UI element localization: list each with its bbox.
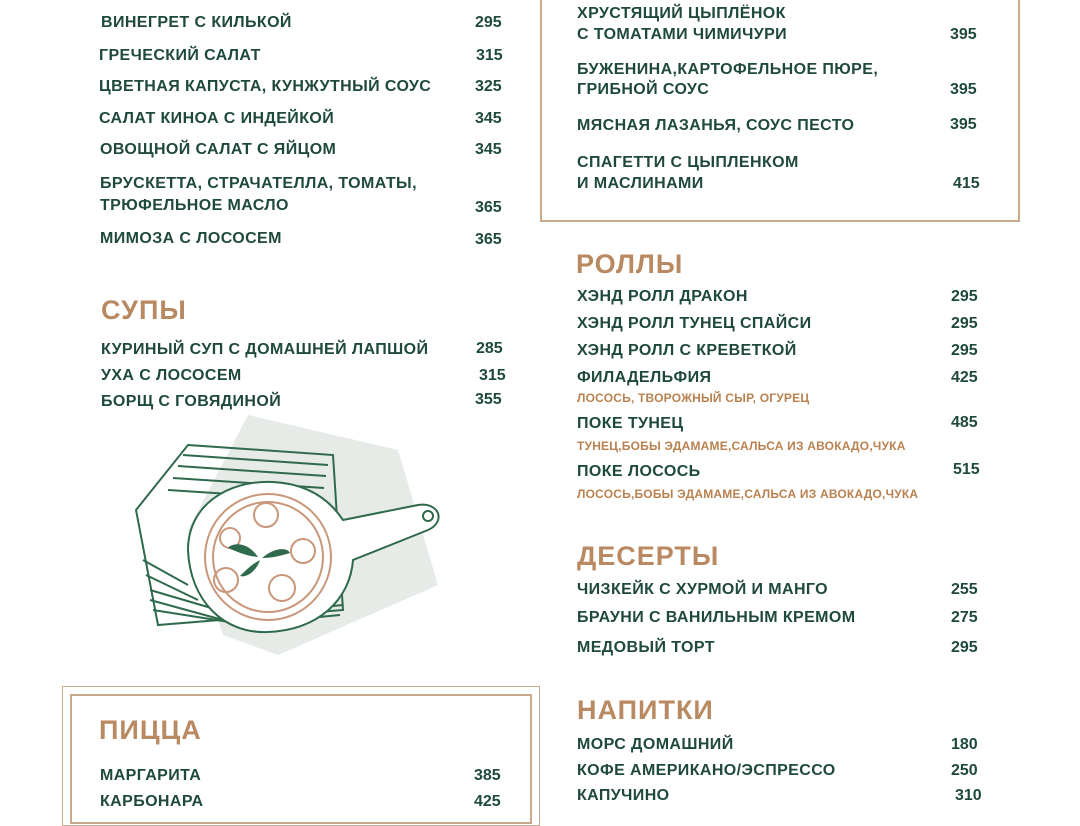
menu-item-name: ПОКЕ ТУНЕЦ (577, 415, 684, 432)
section-title: ДЕСЕРТЫ (577, 541, 720, 571)
menu-item-name: ФИЛАДЕЛЬФИЯ (577, 369, 712, 386)
menu-item-description: ЛОСОСЬ, ТВОРОЖНЫЙ СЫР, ОГУРЕЦ (577, 391, 810, 405)
menu-item-name: УХА С ЛОСОСЕМ (101, 367, 242, 384)
section-title: ПИЦЦА (99, 715, 202, 745)
menu-item-price: 295 (951, 639, 978, 656)
section-title: НАПИТКИ (577, 695, 714, 725)
menu-item-name: СПАГЕТТИ С ЦЫПЛЕНКОМ (577, 154, 799, 171)
menu-item-description: ТУНЕЦ,БОБЫ ЭДАМАМЕ,САЛЬСА ИЗ АВОКАДО,ЧУКА (577, 439, 906, 453)
menu-item-name: КУРИНЫЙ СУП С ДОМАШНЕЙ ЛАПШОЙ (101, 341, 429, 358)
menu-item-price: 180 (951, 736, 978, 753)
menu-item-price: 345 (475, 110, 502, 127)
menu-item-price: 250 (951, 762, 978, 779)
pizza-board-icon (128, 410, 458, 660)
menu-item-price: 310 (955, 787, 982, 804)
menu-item-price: 385 (474, 767, 501, 784)
menu-item-price: 295 (951, 315, 978, 332)
menu-item-name: ВИНЕГРЕТ С КИЛЬКОЙ (101, 14, 292, 31)
menu-item-name: ГРИБНОЙ СОУС (577, 81, 710, 98)
menu-item-price: 395 (950, 81, 977, 98)
menu-item-price: 255 (951, 581, 978, 598)
menu-item-name: САЛАТ КИНОА С ИНДЕЙКОЙ (99, 110, 335, 127)
section-title: РОЛЛЫ (576, 249, 684, 279)
menu-item-price: 515 (953, 461, 980, 478)
menu-item-name: КАРБОНАРА (100, 793, 204, 810)
menu-item-name: КАПУЧИНО (577, 787, 670, 804)
menu-item-price: 295 (475, 14, 502, 31)
menu-item-price: 415 (953, 175, 980, 192)
menu-item-name: БРУСКЕТТА, СТРАЧАТЕЛЛА, ТОМАТЫ, (100, 175, 417, 192)
menu-item-price: 365 (475, 199, 502, 216)
menu-item-price: 295 (951, 342, 978, 359)
menu-item-name: БОРЩ С ГОВЯДИНОЙ (101, 393, 282, 410)
menu-item-name: МОРС ДОМАШНИЙ (577, 736, 734, 753)
menu-item-price: 345 (475, 141, 502, 158)
menu-item-name: БРАУНИ С ВАНИЛЬНЫМ КРЕМОМ (577, 609, 856, 626)
menu-item-name: ЦВЕТНАЯ КАПУСТА, КУНЖУТНЫЙ СОУС (99, 78, 432, 95)
menu-item-name: ХЭНД РОЛЛ С КРЕВЕТКОЙ (577, 342, 797, 359)
menu-item-price: 425 (951, 369, 978, 386)
menu-item-description: ЛОСОСЬ,БОБЫ ЭДАМАМЕ,САЛЬСА ИЗ АВОКАДО,ЧУКА (577, 487, 919, 501)
menu-item-name: И МАСЛИНАМИ (577, 175, 704, 192)
menu-item-name: МЕДОВЫЙ ТОРТ (577, 639, 715, 656)
menu-item-price: 315 (479, 367, 506, 384)
menu-item-price: 315 (476, 47, 503, 64)
section-title: СУПЫ (101, 295, 187, 325)
menu-item-price: 395 (950, 116, 977, 133)
menu-item-price: 275 (951, 609, 978, 626)
menu-item-name: БУЖЕНИНА,КАРТОФЕЛЬНОЕ ПЮРЕ, (577, 61, 879, 78)
menu-item-name: ХРУСТЯЩИЙ ЦЫПЛЁНОК (577, 5, 786, 22)
menu-item-price: 485 (951, 414, 978, 431)
menu-item-name: ХЭНД РОЛЛ ДРАКОН (577, 288, 748, 305)
menu-item-name: МИМОЗА С ЛОСОСЕМ (100, 230, 282, 247)
menu-item-name: ОВОЩНОЙ САЛАТ С ЯЙЦОМ (100, 141, 337, 158)
menu-item-price: 325 (475, 78, 502, 95)
menu-item-price: 425 (474, 793, 501, 810)
menu-item-name: ЧИЗКЕЙК С ХУРМОЙ И МАНГО (577, 581, 829, 598)
menu-item-name: МЯСНАЯ ЛАЗАНЬЯ, СОУС ПЕСТО (577, 117, 855, 134)
menu-item-name: ГРЕЧЕСКИЙ САЛАТ (99, 47, 261, 64)
menu-item-price: 285 (476, 340, 503, 357)
menu-item-name: МАРГАРИТА (100, 767, 202, 784)
menu-item-name: КОФЕ АМЕРИКАНО/ЭСПРЕССО (577, 762, 836, 779)
menu-item-price: 295 (951, 288, 978, 305)
menu-item-name: ТРЮФЕЛЬНОЕ МАСЛО (100, 197, 289, 214)
menu-item-name: ХЭНД РОЛЛ ТУНЕЦ СПАЙСИ (577, 315, 812, 332)
menu-item-name: С ТОМАТАМИ ЧИМИЧУРИ (577, 26, 788, 43)
menu-item-price: 395 (950, 26, 977, 43)
menu-item-price: 365 (475, 231, 502, 248)
menu-item-price: 355 (475, 391, 502, 408)
menu-item-name: ПОКЕ ЛОСОСЬ (577, 463, 701, 480)
